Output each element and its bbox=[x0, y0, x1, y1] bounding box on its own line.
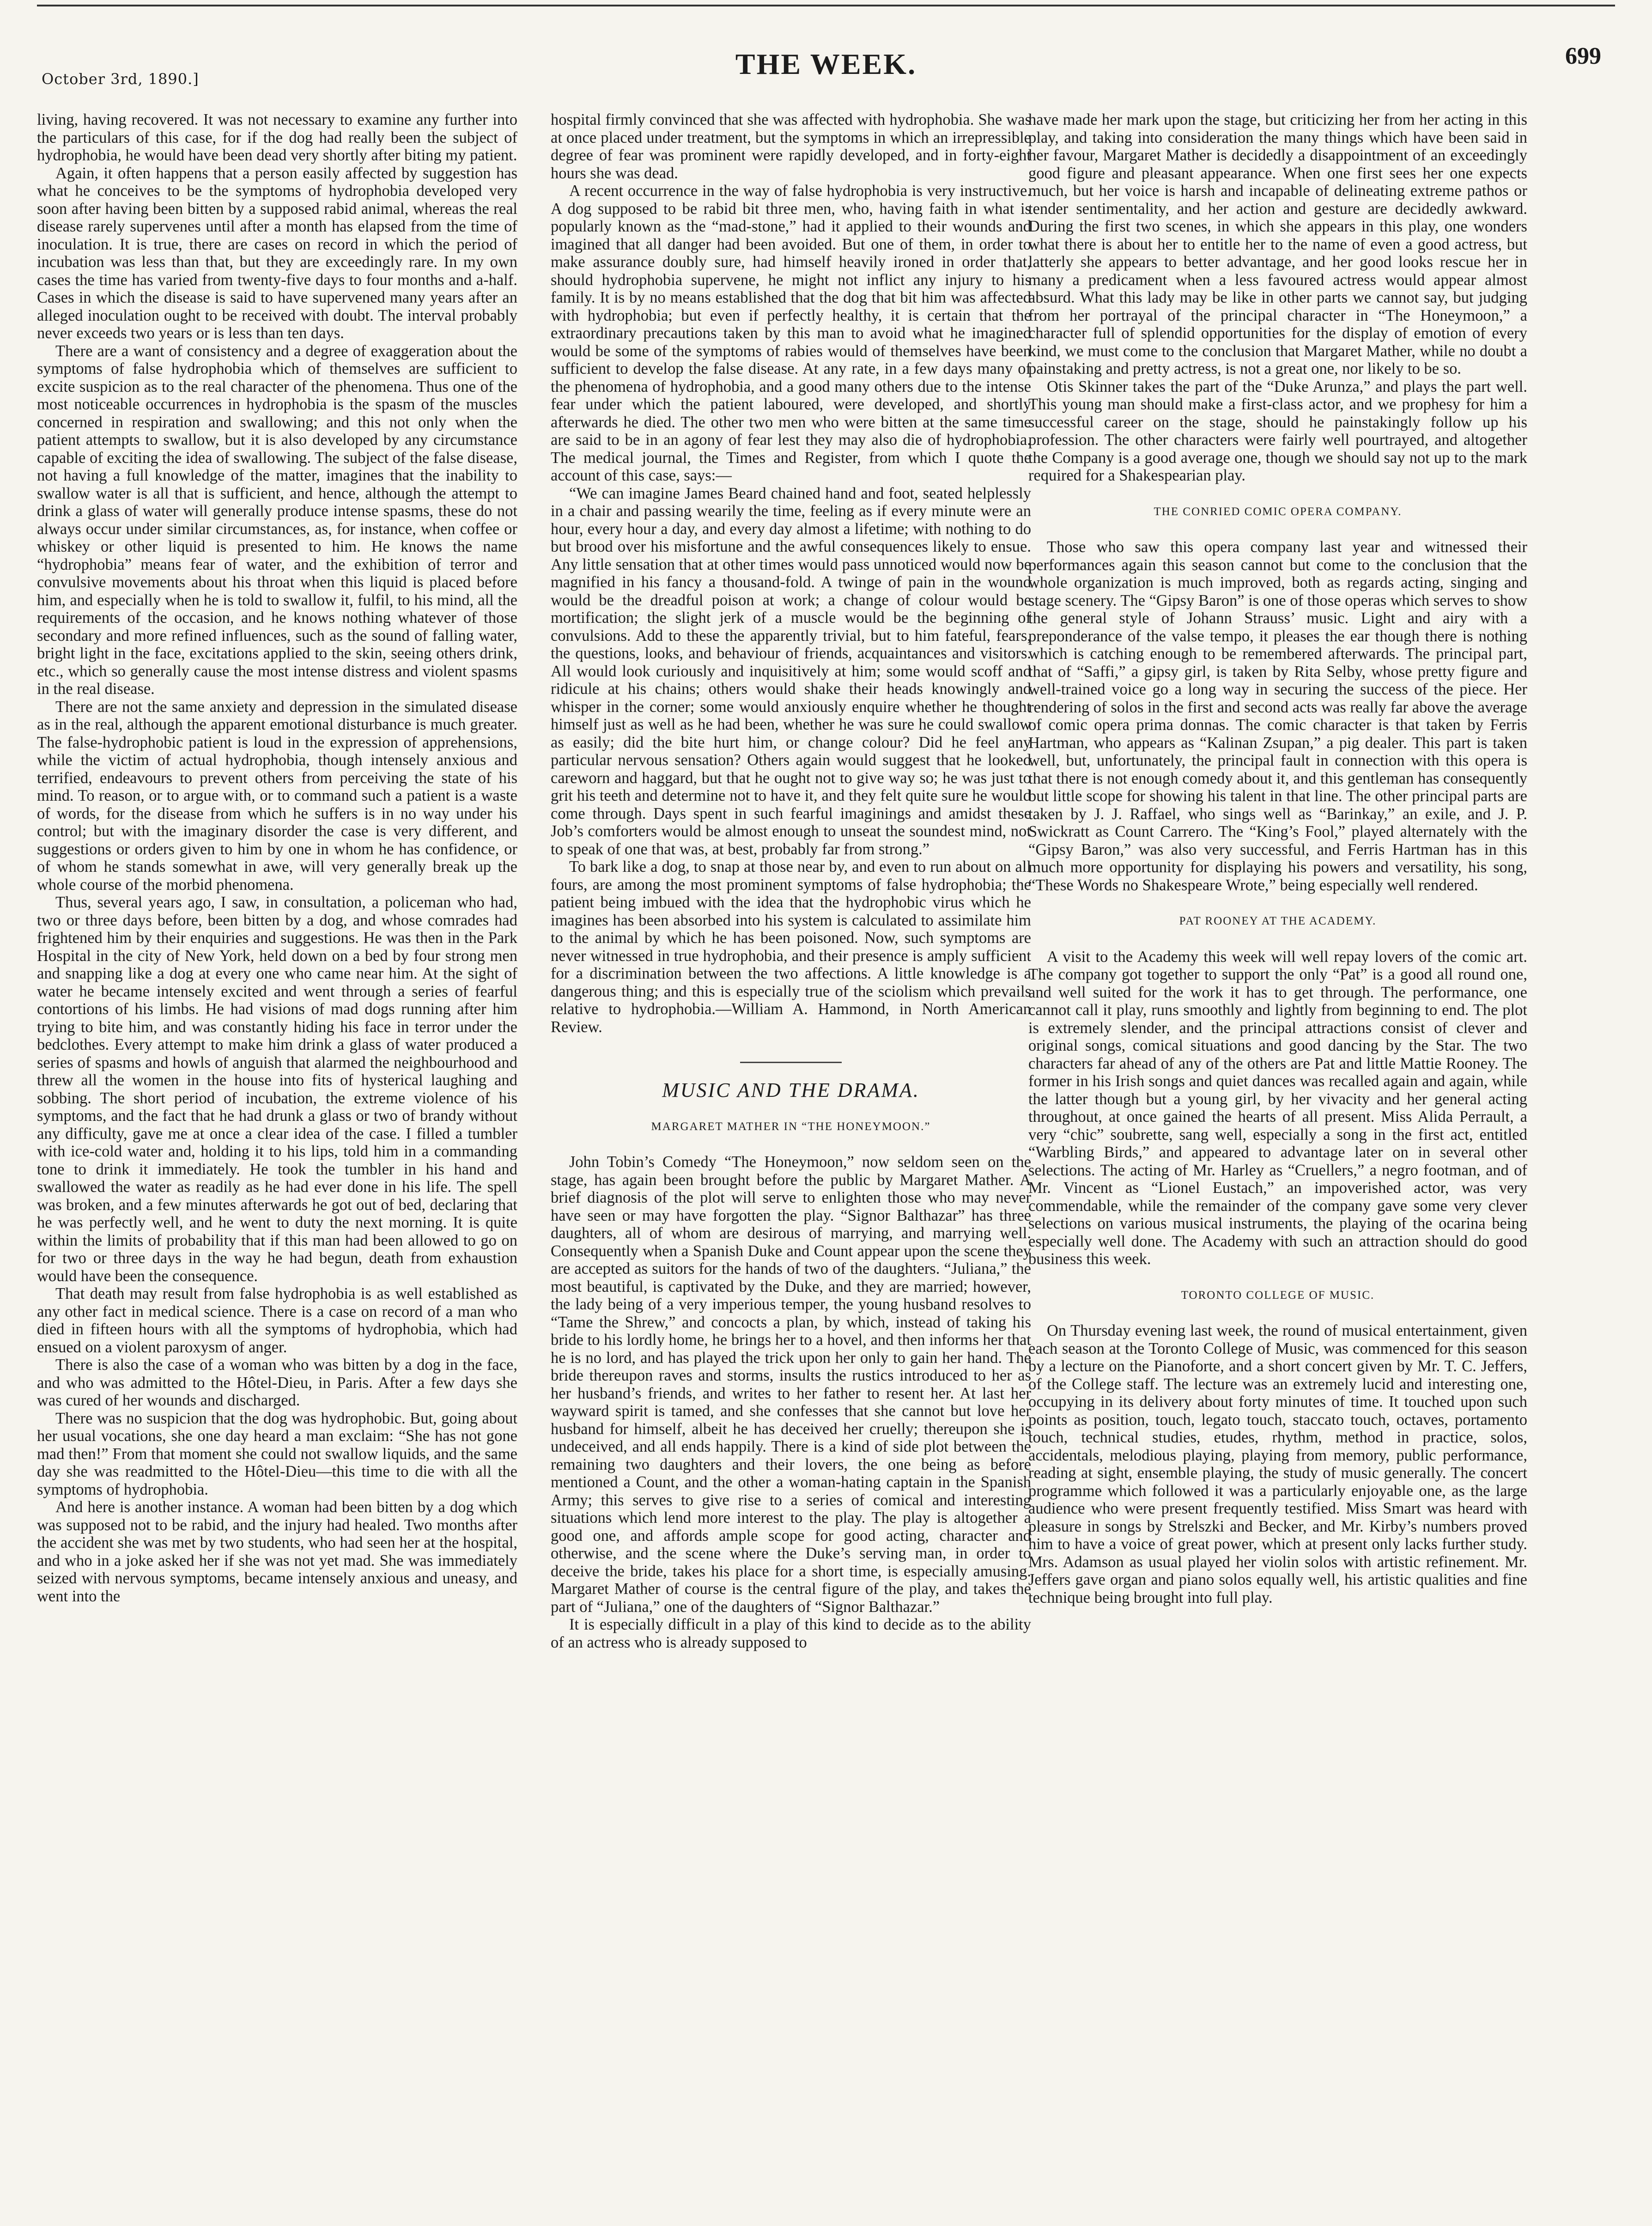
paragraph: On Thursday evening last week, the round of musical entertainment, given each season at the Toronto College of Music, was commenced for this season by a lecture on the Pianoforte, and a short concert given by Mr. T. C. Jeffers, of the College staff. The lecture was an extremely lucid and interesting one, occupying in its delivery about forty minutes of time. It touched upon such points as position, touch, legato touch, staccato touch, octaves, portamento touch, technical studies, etudes, rhythm, method in practice, solos, accidentals, melodious playing, playing from memory, public performance, reading at sight, ensemble playing, the study of music generally. The concert programme which followed it was a particularly enjoyable one, as the large audience who were present frequently testified. Miss Smart was heard with pleasure in songs by Strelszki and Becker, and Mr. Kirby’s numbers proved him to have a voice of great power, which at present only lacks further study. Mrs. Adamson as usual played her violin solos with artistic refinement. Mr. Jeffers gave organ and piano solos equally well, his artistic qualities and fine technique being brought into full play. bbox=[1028, 1322, 1527, 1606]
masthead bbox=[37, 43, 1615, 88]
top-rule bbox=[37, 5, 1615, 6]
paragraph: A recent occurrence in the way of false hydrophobia is very instructive. A dog supposed to be rabid bit three men, who, having faith in what is popularly known as the “mad-stone,” had it applied to their wounds and imagined that all danger had been avoided. But one of them, in order to make assurance doubly sure, had himself heavily ironed in order that, should hydrophobia supervene, he might not inflict any injury to his family. It is by no means established that the dog that bit him was affected with hydrophobia; but even if perfectly healthy, it is certain that the extraordinary precautions taken by this man to avoid what he imagined would be some of the symptoms of rabies would of themselves have been sufficient to develop the false disease. At any rate, in a few days many of the phenomena of hydrophobia, and a good many others due to the intense fear under which the patient laboured, were developed, and shortly afterwards he died. The other two men who were bitten at the same time are said to be in an agony of fear lest they may also die of hydrophobia. The medical journal, the Times and Register, from which I quote the account of this case, says:— bbox=[551, 182, 1031, 484]
paragraph: And here is another instance. A woman had been bitten by a dog which was supposed not to be rabid, and the injury had healed. Two months after the accident she was met by two students, who had seen her at the hospital, and who in a joke asked her if she was not yet mad. She was immediately seized with nervous symptoms, became intensely anxious and uneasy, and went into the bbox=[37, 1498, 517, 1605]
paragraph: hospital firmly convinced that she was affected with hydrophobia. She was at once placed under treatment, but the symptoms in which an irrepressible degree of fear was prominent were rapidly developed, and in forty-eight hours she was dead. bbox=[551, 111, 1031, 182]
paragraph: That death may result from false hydrophobia is as well established as any other fact in medical science. There is a case on record of a man who died in fifteen hours with all the symptoms of hydrophobia, which had ensued on a violent paroxysm of anger. bbox=[37, 1285, 517, 1356]
paragraph: Otis Skinner takes the part of the “Duke Arunza,” and plays the part well. This young man should make a first-class actor, and we prophesy for him a successful career on the stage, should he painstakingly follow up his profession. The other characters were fairly well pourtrayed, and altogether the Company is a good average one, though we should say not up to the mark required for a Shakespearian play. bbox=[1028, 377, 1527, 484]
column-2 bbox=[551, 111, 1031, 1651]
paragraph: A visit to the Academy this week will well repay lovers of the comic art. The company got together to support the only “Pat” is a good all round one, and well suited for the work it has to get through. The performance, one cannot call it play, runs smoothly and lightly from beginning to end. The plot is extremely slender, and the principal attractions consist of clever and original songs, comical situations and good dancing by the Star. The two characters far ahead of any of the others are Pat and little Mattie Rooney. The former in his Irish songs and quiet dances was recalled again and again, while the latter though but a young girl, by her vivacity and her general acting throughout, at once gained the hearts of all present. Miss Alida Perrault, a very “chic” soubrette, sang well, especially a song in the first act, entitled “Warbling Birds,” and appeared to advantage later on in several other selections. The acting of Mr. Harley as “Cruellers,” a negro footman, and of Mr. Vincent as “Lionel Eustach,” an impoverished actor, was very commendable, while the remainder of the company gave some very clever selections on various musical instruments, the playing of the ocarina being especially well done. The Academy with such an attraction should do good business this week. bbox=[1028, 948, 1527, 1268]
article-subhead: TORONTO COLLEGE OF MUSIC. bbox=[1181, 1289, 1375, 1302]
paragraph: It is especially difficult in a play of this kind to decide as to the ability of an actress who is already supposed to bbox=[551, 1616, 1031, 1651]
paragraph: Again, it often happens that a person easily affected by suggestion has what he conceives to be the symptoms of hydrophobia developed very soon after having been bitten by a supposed rabid animal, whereas the real disease rarely supervenes until after a month has elapsed from the time of inoculation. It is true, there are cases on record in which the period of incubation was less than that, but they are exceedingly rare. In my own cases the time has varied from twenty-five days to four months and a-half. Cases in which the disease is said to have supervened many years after an alleged inoculation ought to be received with doubt. The interval probably never exceeds two years or is less than ten days. bbox=[37, 164, 517, 342]
publication-title: THE WEEK. bbox=[735, 48, 917, 80]
quoted-paragraph: “We can imagine James Beard chained hand and foot, seated helplessly in a chair and passing wearily the time, feeling as if every minute were an hour, every hour a day, and every day almost a lifetime; with nothing to do but brood over his misfortune and the awful consequences likely to ensue. Any little sensation that at other times would pass unnoticed would now be magnified in his fancy a thousand-fold. A twinge of pain in the wound would be the dreadful poison at work; a change of colour would be mortification; the slight jerk of a muscle would be the beginning of convulsions. Add to these the apparently trivial, but to him fateful, fears, the questions, looks, and behaviour of friends, acquaintances and visitors. All would look curiously and inquisitively at him; some would scoff and ridicule at his chains; others would shake their heads knowingly and whisper in the corner; some would anxiously enquire whether he thought himself just as well as he had been, whether he was sure he could swallow as easily; did the bite hurt him, or change colour? Did he feel any particular nervous sensation? Others again would suggest that he looked careworn and haggard, but that he ought not to give way so; he was just to grit his teeth and determine not to have it, and they felt quite sure he would come through. Days spent in such fearful imaginings and amidst these Job’s comforters would be almost enough to unseat the soundest mind, not to speak of one that was, at best, probably far from strong.” bbox=[551, 484, 1031, 858]
paragraph: There is also the case of a woman who was bitten by a dog in the face, and who was admitted to the Hôtel-Dieu, in Paris. After a few days she was cured of her wounds and discharged. bbox=[37, 1356, 517, 1409]
paragraph: Thus, several years ago, I saw, in consultation, a policeman who had, two or three days before, been bitten by a dog, and whose comrades had frightened him by their enquiries and suggestions. He was then in the Park Hospital in the city of New York, held down on a bed by four strong men and snapping like a dog at every one who came near him. At the sight of water he became intensely excited and went through a series of fearful contortions of his limbs. He had visions of mad dogs running after him trying to bite him, and was constantly hiding his face in terror under the bedclothes. Every attempt to make him drink a glass of water produced a series of spasms and howls of anguish that alarmed the neighbourhood and threw all the women in the house into fits of hysterical laughing and sobbing. The short period of incubation, the extreme violence of his symptoms, and the fact that he had drunk a glass or two of brandy without any difficulty, gave me at once a clear idea of the case. I filled a tumbler with ice-cold water and, holding it to his lips, told him in a commanding tone to drink it immediately. He took the tumbler in his hand and swallowed the water as readily as he had ever done in his life. The spell was broken, and a few minutes afterwards he got out of bed, declaring that he was perfectly well, and he went to duty the next morning. It is quite within the limits of probability that if this man had been allowed to go on for two or three days in the way he had begun, death from exhaustion would have been the consequence. bbox=[37, 894, 517, 1285]
paragraph: Those who saw this opera company last year and witnessed their performances again this season cannot but come to the conclusion that the whole organization is much improved, both as regards acting, singing and stage scenery. The “Gipsy Baron” is one of those operas which serves to show the general style of Johann Strauss’ music. Light and airy with a preponderance of the valse tempo, it pleases the ear though there is nothing which is catching enough to be remembered afterwards. The principal part, that of “Saffi,” a gipsy girl, is taken by Rita Selby, whose pretty figure and well-trained voice go a long way in securing the success of the piece. Her rendering of solos in the first and second acts was really far above the average of comic opera prima donnas. The comic character is that taken by Ferris Hartman, who appears as “Kalinan Zsupan,” a pig dealer. This part is taken well, but, unfortunately, the principal fault in connection with this opera is that there is not enough comedy about it, and this gentleman has consequently but little scope for showing his talent in that line. The other principal parts are taken by J. J. Raffael, who sings well as “Barinkay,” an exile, and J. P. Swickratt as Count Carrero. The “King’s Fool,” played alternately with the “Gipsy Baron,” was also very successful, and Ferris Hartman has in this much more opportunity for displaying his powers and versatility, his song, “These Words no Shakespeare Wrote,” being especially well rendered. bbox=[1028, 538, 1527, 894]
column-3 bbox=[1028, 111, 1527, 1606]
paragraph: There are not the same anxiety and depression in the simulated disease as in the real, although the apparent emotional disturbance is much greater. The false-hydrophobic patient is loud in the expression of apprehensions, while the victim of actual hydrophobia, though intensely anxious and terrified, endeavours to prevent others from perceiving the state of his mind. To reason, or to argue with, or to command such a patient is a waste of words, for the disease from which he suffers is in no way under his control; but with the imaginary disorder the case is very different, and suggestions or orders given to him by one in whom he has confidence, or of whom he stands somewhat in awe, will very generally break up the whole course of the morbid phenomena. bbox=[37, 698, 517, 894]
article-subhead: THE CONRIED COMIC OPERA COMPANY. bbox=[1154, 505, 1402, 518]
section-divider bbox=[740, 1062, 842, 1063]
paragraph: There are a want of consistency and a degree of exaggeration about the symptoms of false hydrophobia which of themselves are sufficient to excite suspicion as to the real character of the phenomena. Thus one of the most noticeable occurrences in hydrophobia is the spasm of the muscles concerned in respiration and swallowing; and this not only when the patient attempts to swallow, but it is also developed by any circumstance capable of exciting the idea of swallowing. The subject of the false disease, not having a full knowledge of the matter, imagines that the inability to swallow water is all that is sufficient, and hence, although the attempt to drink a glass of water will generally produce intense spasms, these do not always occur under similar circumstances, as, for instance, when coffee or whiskey or other liquid is presented to him. He knows the name “hydrophobia” means fear of water, and the exhibition of terror and convulsive movements about his throat when this liquid is placed before him, and especially when he is told to swallow it, fulfil, to his mind, all the requirements of the occasion, and he knows nothing whatever of those secondary and more refined influences, such as the sound of falling water, bright light in the face, excitations applied to the skin, seeing others drink, etc., which so generally cause the most intense distress and violent spasms in the real disease. bbox=[37, 342, 517, 698]
article-subhead: PAT ROONEY AT THE ACADEMY. bbox=[1179, 915, 1377, 927]
paragraph: living, having recovered. It was not necessary to examine any further into the particulars of this case, for if the dog had really been the subject of hydrophobia, he would have been dead very shortly after biting my patient. bbox=[37, 111, 517, 164]
issue-date: October 3rd, 1890.] bbox=[42, 70, 199, 88]
paragraph: To bark like a dog, to snap at those near by, and even to run about on all fours, are among the most prominent symptoms of false hydrophobia; the patient being imbued with the idea that the hydrophobic virus which he imagines has been absorbed into his system is calculated to assimilate him to the animal by which he has been poisoned. Now, such symptoms are never witnessed in true hydrophobia, and their presence is amply sufficient for a discrimination between the two affections. A little knowledge is a dangerous thing; and this is especially true of the sciolism which prevails relative to hydrophobia.—William A. Hammond, in North American Review. bbox=[551, 858, 1031, 1036]
paragraph: There was no suspicion that the dog was hydrophobic. But, going about her usual vocations, she one day heard a man exclaim: “She has not gone mad then!” From that moment she could not swallow liquids, and the same day she was readmitted to the Hôtel-Dieu—this time to die with all the symptoms of hydrophobia. bbox=[37, 1409, 517, 1498]
column-1 bbox=[37, 111, 517, 1605]
section-title: MUSIC AND THE DRAMA. bbox=[662, 1079, 920, 1101]
paragraph: have made her mark upon the stage, but criticizing her from her acting in this play, and taking into consideration the many things which have been said in her favour, Margaret Mather is decidedly a disappointment of an exceedingly good figure and pleasant appearance. When one first sees her one expects much, but her voice is harsh and incapable of delineating extreme pathos or tender sentimentality, and her action and gesture are decidedly awkward. During the first two scenes, in which she appears in this play, one wonders what there is about her to entitle her to the name of even a good actress, but latterly she appears to better advantage, and her good looks rescue her in many a predicament when a less favoured actress would appear almost absurd. What this lady may be like in other parts we cannot say, but judging from her portrayal of the principal character in “The Honeymoon,” a character full of splendid opportunities for the display of emotion of every kind, we must come to the conclusion that Margaret Mather, while no doubt a painstaking and pretty actress, is not a great one, nor likely to be so. bbox=[1028, 111, 1527, 377]
article-subhead: MARGARET MATHER IN “THE HONEYMOON.” bbox=[651, 1120, 931, 1133]
paragraph: John Tobin’s Comedy “The Honeymoon,” now seldom seen on the stage, has again been brought before the public by Margaret Mather. A brief diagnosis of the plot will serve to enlighten those who may never have seen or may have forgotten the play. “Signor Balthazar” has three daughters, all of whom are desirous of marrying, and marrying well. Consequently when a Spanish Duke and Count appear upon the scene they are accepted as suitors for the hands of two of the daughters. “Juliana,” the most beautiful, is captivated by the Duke, and they are married; however, the lady being of a very imperious temper, the young husband resolves to “Tame the Shrew,” and concocts a plan, by which, instead of taking his bride to his lordly home, he brings her to a hovel, and then informs her that he is no lord, and has played the trick upon her only to gain her hand. The bride thereupon raves and storms, insults the rustics introduced to her as her husband’s friends, and writes to her father to resent her. At last her wayward spirit is tamed, and she confesses that she cannot but love her husband for himself, albeit he has deceived her cruelly; thereupon she is undeceived, and all ends happily. There is a kind of side plot between the remaining two daughters and their lovers, the one being as before mentioned a Count, and the other a woman-hating captain in the Spanish Army; this serves to give rise to a series of comical and interesting situations which lend more interest to the play. The play is altogether a good one, and affords ample scope for good acting, character and otherwise, and the scene where the Duke’s serving man, in order to deceive the bride, takes his place for a short time, is especially amusing. Margaret Mather of course is the central figure of the play, and takes the part of “Juliana,” one of the daughters of “Signor Balthazar.” bbox=[551, 1153, 1031, 1616]
page-number: 699 bbox=[1565, 43, 1601, 69]
